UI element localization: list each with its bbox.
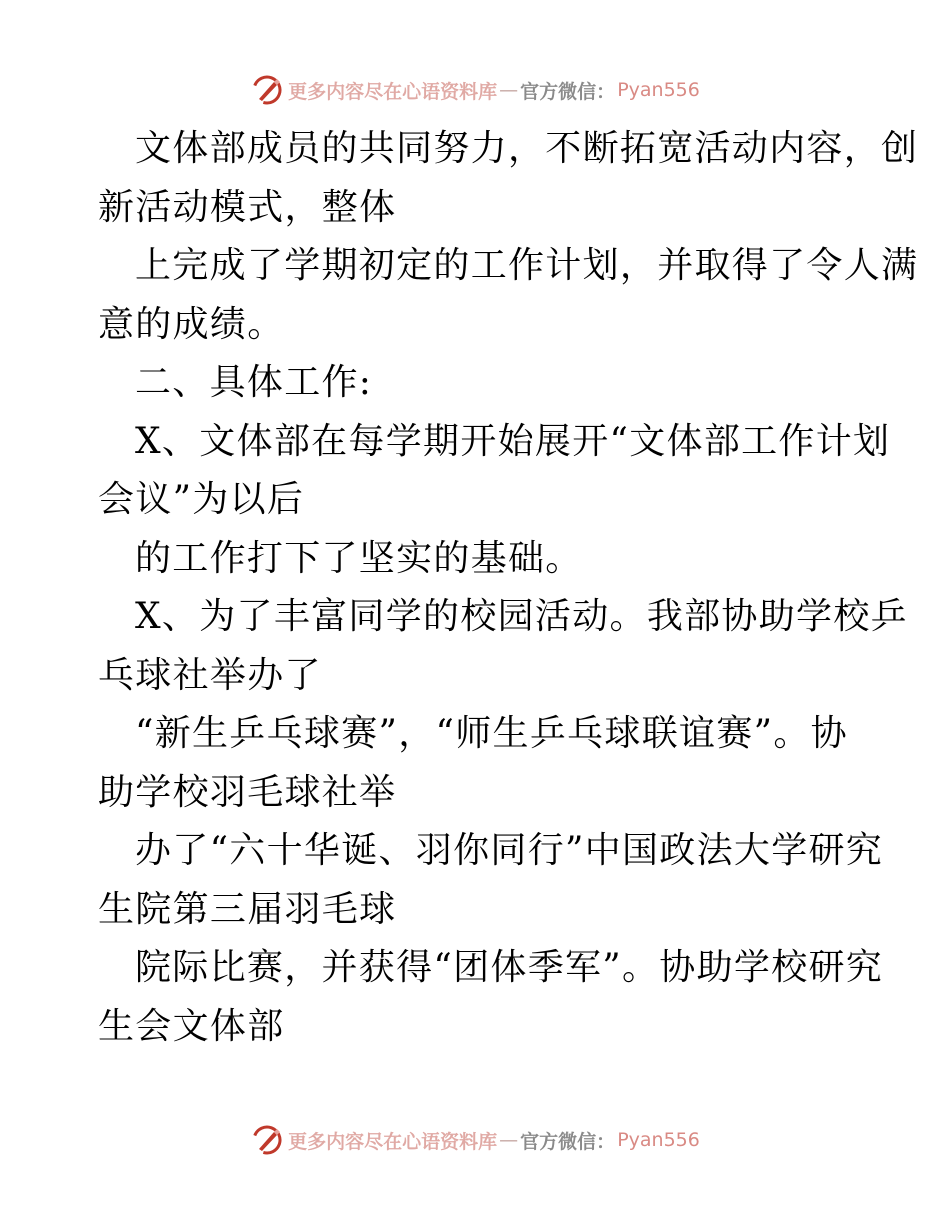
body-line: 的工作打下了坚实的基础。 xyxy=(135,537,583,579)
body-line: 乓球社举办了 xyxy=(98,654,322,696)
body-line: 助学校羽毛球社举 xyxy=(98,771,397,813)
body-line: 办了“六十华诞、羽你同行”中国政法大学研究 xyxy=(135,830,884,871)
body-line: 新活动模式，整体 xyxy=(98,186,397,228)
body-line: X、为了丰富同学的校园活动。我部协助学校乒 xyxy=(135,596,908,637)
header-watermark xyxy=(0,70,950,110)
watermark-id: Pyan556 xyxy=(617,1129,700,1151)
body-line: 会议”为以后 xyxy=(98,479,305,520)
watermark-main-text: 更多内容尽在心语资料库 xyxy=(288,1130,498,1153)
footer-watermark xyxy=(0,1120,950,1160)
pen-logo-icon xyxy=(250,73,284,107)
body-line: X、文体部在每学期开始展开“文体部工作计划 xyxy=(135,420,891,462)
body-line: 意的成绩。 xyxy=(98,303,285,345)
body-line: 院际比赛，并获得“团体季军”。协助学校研究 xyxy=(135,947,884,988)
body-line: 生会文体部 xyxy=(98,1005,285,1047)
watermark-dash: — xyxy=(499,1129,519,1151)
body-line: 上完成了学期初定的工作计划，并取得了令人满 xyxy=(135,245,919,286)
watermark-dash: — xyxy=(499,79,519,101)
watermark-label: 官方微信： xyxy=(520,80,616,103)
body-line: 文体部成员的共同努力，不断拓宽活动内容，创 xyxy=(135,128,919,169)
body-line: 生院第三届羽毛球 xyxy=(98,888,397,930)
body-line: 二、具体工作: xyxy=(135,362,373,403)
body-line: “新生乒乓球赛”，“师生乒乓球联谊赛”。协 xyxy=(135,713,848,754)
document-body xyxy=(98,120,919,1056)
pen-logo-icon xyxy=(250,1123,284,1157)
watermark-main-text: 更多内容尽在心语资料库 xyxy=(288,80,498,103)
watermark-id: Pyan556 xyxy=(617,79,700,101)
watermark-label: 官方微信： xyxy=(520,1130,616,1153)
